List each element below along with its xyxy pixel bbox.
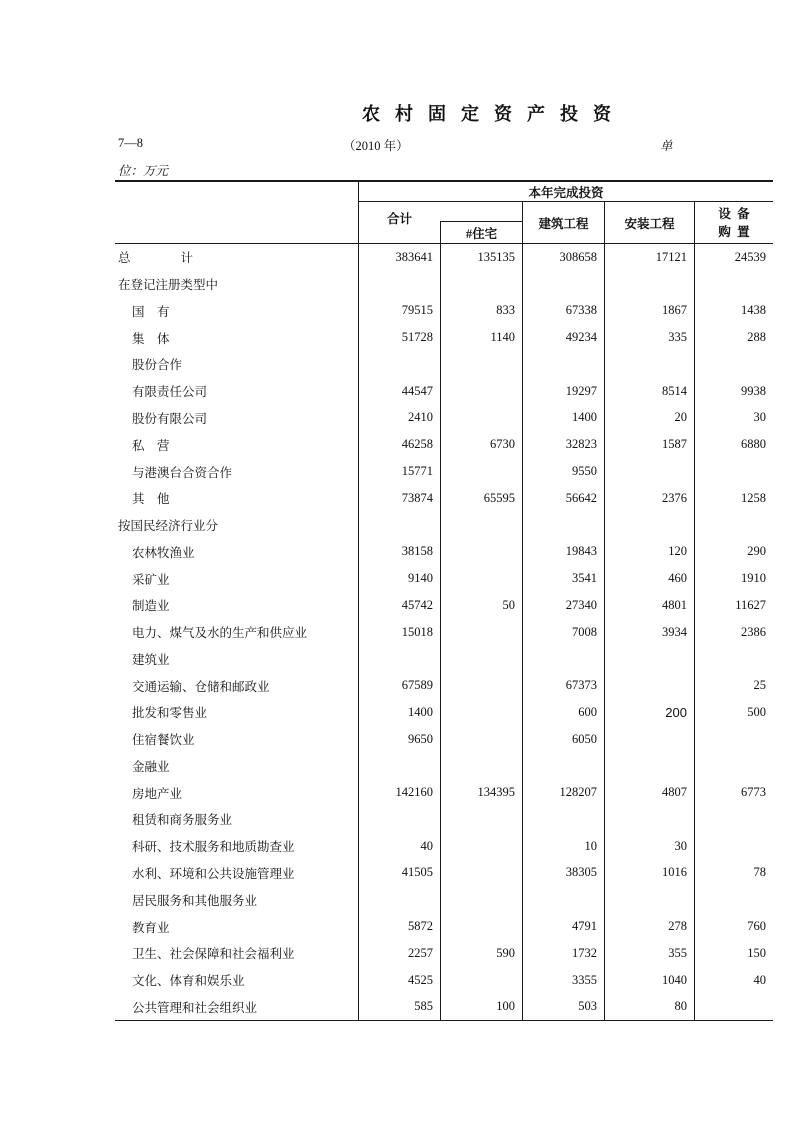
page-title: 农村固定资产投资 — [362, 104, 626, 124]
value-cell: 1400 — [358, 699, 440, 726]
table-row — [115, 458, 773, 485]
value-cell: 383641 — [358, 244, 440, 271]
value-cell: 150 — [694, 940, 773, 967]
row-label: 与港澳台合资合作 — [132, 465, 233, 480]
table-row — [115, 993, 773, 1020]
value-cell: 9140 — [358, 565, 440, 592]
value-cell — [522, 645, 604, 672]
value-cell: 1140 — [440, 324, 522, 351]
value-cell: 49234 — [522, 324, 604, 351]
value-cell: 38158 — [358, 538, 440, 565]
column-header-total: 合计 — [358, 202, 440, 243]
table-row — [115, 967, 773, 994]
value-cell — [694, 993, 773, 1020]
row-label: 批发和零售业 — [132, 706, 208, 721]
table-row — [115, 538, 773, 565]
table-body — [115, 244, 773, 1020]
row-label: 有限责任公司 — [132, 385, 208, 400]
value-cell: 120 — [604, 538, 694, 565]
value-cell: 1400 — [522, 405, 604, 432]
value-cell: 46258 — [358, 431, 440, 458]
value-cell — [440, 886, 522, 913]
row-label: 卫生、社会保障和社会福利业 — [132, 947, 295, 962]
value-cell: 19297 — [522, 378, 604, 405]
table-row — [115, 779, 773, 806]
value-cell — [694, 726, 773, 753]
table-header — [115, 182, 773, 244]
value-cell — [522, 753, 604, 780]
value-cell: 1732 — [522, 940, 604, 967]
value-cell — [604, 726, 694, 753]
value-cell: 10 — [522, 833, 604, 860]
value-cell — [440, 405, 522, 432]
value-cell: 78 — [694, 860, 773, 887]
value-cell: 278 — [604, 913, 694, 940]
column-header-residential-wrap — [440, 202, 522, 243]
value-cell: 585 — [358, 993, 440, 1020]
value-cell: 6880 — [694, 431, 773, 458]
value-cell: 67373 — [522, 672, 604, 699]
row-label: 住宿餐饮业 — [132, 733, 195, 748]
value-cell: 3541 — [522, 565, 604, 592]
value-cell: 134395 — [440, 779, 522, 806]
value-cell: 1867 — [604, 298, 694, 325]
table-row — [115, 913, 773, 940]
row-label: 其 他 — [132, 492, 170, 507]
value-cell — [440, 806, 522, 833]
investment-table — [115, 180, 773, 1021]
table-row — [115, 592, 773, 619]
value-cell — [604, 886, 694, 913]
value-cell — [604, 458, 694, 485]
value-cell: 40 — [358, 833, 440, 860]
column-header-equipment-line1: 设 备 — [718, 206, 750, 221]
value-cell: 308658 — [522, 244, 604, 271]
row-label: 总 计 — [118, 251, 194, 266]
value-cell: 1258 — [694, 485, 773, 512]
column-header-residential: #住宅 — [440, 221, 522, 243]
year-label: （2010 年） — [343, 139, 409, 153]
table-row — [115, 806, 773, 833]
row-label: 教育业 — [132, 920, 170, 935]
row-label: 金融业 — [132, 759, 170, 774]
value-cell: 32823 — [522, 431, 604, 458]
value-cell: 56642 — [522, 485, 604, 512]
value-cell: 7008 — [522, 619, 604, 646]
row-label: 按国民经济行业分 — [118, 519, 219, 534]
value-cell: 9650 — [358, 726, 440, 753]
value-cell: 79515 — [358, 298, 440, 325]
group-header-cell: 本年完成投资 — [358, 182, 773, 202]
value-cell: 67589 — [358, 672, 440, 699]
value-cell: 600 — [522, 699, 604, 726]
table-row — [115, 244, 773, 271]
value-cell: 1040 — [604, 967, 694, 994]
value-cell: 2386 — [694, 619, 773, 646]
value-cell — [440, 913, 522, 940]
value-cell: 290 — [694, 538, 773, 565]
value-cell: 17121 — [604, 244, 694, 271]
value-cell: 27340 — [522, 592, 604, 619]
value-cell — [440, 619, 522, 646]
row-label: 水利、环境和公共设施管理业 — [132, 866, 295, 881]
value-cell: 38305 — [522, 860, 604, 887]
value-cell — [604, 753, 694, 780]
value-cell — [358, 886, 440, 913]
value-cell: 503 — [522, 993, 604, 1020]
value-cell — [440, 271, 522, 298]
value-cell: 9550 — [522, 458, 604, 485]
value-cell — [694, 833, 773, 860]
row-label: 农林牧渔业 — [132, 545, 195, 560]
row-label: 房地产业 — [132, 786, 183, 801]
table-row — [115, 324, 773, 351]
value-cell: 135135 — [440, 244, 522, 271]
value-cell: 6050 — [522, 726, 604, 753]
value-cell: 200 — [604, 699, 694, 726]
value-cell: 30 — [604, 833, 694, 860]
value-cell — [694, 271, 773, 298]
value-cell — [440, 860, 522, 887]
value-cell: 2376 — [604, 485, 694, 512]
value-cell — [440, 378, 522, 405]
value-cell: 50 — [440, 592, 522, 619]
value-cell: 40 — [694, 967, 773, 994]
table-row — [115, 860, 773, 887]
value-cell: 41505 — [358, 860, 440, 887]
value-cell: 24539 — [694, 244, 773, 271]
value-cell — [694, 886, 773, 913]
value-cell: 20 — [604, 405, 694, 432]
table-row — [115, 940, 773, 967]
value-cell — [604, 512, 694, 539]
value-cell: 460 — [604, 565, 694, 592]
value-cell: 6773 — [694, 779, 773, 806]
row-label: 交通运输、仓储和邮政业 — [132, 679, 270, 694]
value-cell — [358, 512, 440, 539]
value-cell: 65595 — [440, 485, 522, 512]
value-cell — [522, 351, 604, 378]
row-label: 股份合作 — [132, 358, 183, 373]
value-cell — [440, 458, 522, 485]
value-cell: 4525 — [358, 967, 440, 994]
table-row — [115, 699, 773, 726]
row-label: 私 营 — [132, 438, 170, 453]
column-header-installation: 安装工程 — [604, 202, 694, 243]
value-cell: 128207 — [522, 779, 604, 806]
table-row — [115, 753, 773, 780]
row-label: 在登记注册类型中 — [118, 278, 219, 293]
value-cell — [440, 672, 522, 699]
value-cell: 1016 — [604, 860, 694, 887]
value-cell — [358, 271, 440, 298]
value-cell — [440, 645, 522, 672]
row-label: 股份有限公司 — [132, 411, 208, 426]
value-cell: 500 — [694, 699, 773, 726]
value-cell — [604, 672, 694, 699]
table-row — [115, 645, 773, 672]
value-cell: 100 — [440, 993, 522, 1020]
header-columns-band — [115, 202, 773, 243]
value-cell — [440, 699, 522, 726]
table-row — [115, 672, 773, 699]
value-cell: 73874 — [358, 485, 440, 512]
value-cell — [694, 512, 773, 539]
value-cell: 142160 — [358, 779, 440, 806]
row-label: 文化、体育和娱乐业 — [132, 974, 245, 989]
row-label: 集 体 — [132, 331, 170, 346]
value-cell: 9938 — [694, 378, 773, 405]
row-label: 采矿业 — [132, 572, 170, 587]
table-number: 7—8 — [118, 136, 143, 150]
row-label: 国 有 — [132, 304, 170, 319]
unit-label-first-line: 单 — [660, 139, 673, 153]
row-label: 公共管理和社会组织业 — [132, 1000, 258, 1015]
value-cell — [440, 753, 522, 780]
row-label: 租赁和商务服务业 — [132, 813, 233, 828]
header-stub-cell — [115, 182, 358, 202]
value-cell — [694, 753, 773, 780]
value-cell: 6730 — [440, 431, 522, 458]
value-cell — [522, 271, 604, 298]
value-cell: 19843 — [522, 538, 604, 565]
value-cell: 2410 — [358, 405, 440, 432]
value-cell — [694, 458, 773, 485]
value-cell: 590 — [440, 940, 522, 967]
row-label: 制造业 — [132, 599, 170, 614]
value-cell: 25 — [694, 672, 773, 699]
value-cell: 355 — [604, 940, 694, 967]
value-cell — [440, 726, 522, 753]
value-cell: 11627 — [694, 592, 773, 619]
value-cell — [440, 351, 522, 378]
value-cell — [358, 806, 440, 833]
value-cell: 80 — [604, 993, 694, 1020]
value-cell — [522, 806, 604, 833]
value-cell: 30 — [694, 405, 773, 432]
row-label: 居民服务和其他服务业 — [132, 893, 258, 908]
value-cell: 1587 — [604, 431, 694, 458]
header-stub-cell — [115, 202, 358, 243]
table-row — [115, 351, 773, 378]
row-label: 建筑业 — [132, 652, 170, 667]
value-cell — [440, 565, 522, 592]
value-cell: 44547 — [358, 378, 440, 405]
value-cell: 15018 — [358, 619, 440, 646]
value-cell — [604, 645, 694, 672]
table-row — [115, 378, 773, 405]
table-row — [115, 485, 773, 512]
value-cell — [358, 645, 440, 672]
value-cell — [358, 753, 440, 780]
value-cell — [358, 351, 440, 378]
value-cell: 4791 — [522, 913, 604, 940]
value-cell — [694, 806, 773, 833]
table-row — [115, 833, 773, 860]
value-cell: 4807 — [604, 779, 694, 806]
value-cell — [694, 645, 773, 672]
value-cell: 3355 — [522, 967, 604, 994]
value-cell: 67338 — [522, 298, 604, 325]
table-row — [115, 726, 773, 753]
value-cell: 335 — [604, 324, 694, 351]
value-cell: 3934 — [604, 619, 694, 646]
value-cell — [440, 967, 522, 994]
value-cell: 1438 — [694, 298, 773, 325]
table-row — [115, 431, 773, 458]
value-cell — [604, 271, 694, 298]
value-cell: 8514 — [604, 378, 694, 405]
value-cell — [522, 512, 604, 539]
table-row — [115, 565, 773, 592]
header-group-band — [115, 182, 773, 202]
value-cell — [440, 512, 522, 539]
table-row — [115, 271, 773, 298]
table-row — [115, 298, 773, 325]
row-label: 科研、技术服务和地质勘查业 — [132, 840, 295, 855]
value-cell: 51728 — [358, 324, 440, 351]
value-cell: 760 — [694, 913, 773, 940]
value-cell: 2257 — [358, 940, 440, 967]
value-cell — [694, 351, 773, 378]
column-header-construction: 建筑工程 — [522, 202, 604, 243]
column-header-equipment-line2: 购 置 — [718, 224, 750, 239]
unit-label-second-line: 位：万元 — [118, 164, 169, 178]
table-row — [115, 619, 773, 646]
value-cell: 5872 — [358, 913, 440, 940]
value-cell: 1910 — [694, 565, 773, 592]
value-cell — [604, 806, 694, 833]
column-header-equipment — [694, 202, 773, 243]
value-cell: 15771 — [358, 458, 440, 485]
value-cell — [440, 538, 522, 565]
table-row — [115, 405, 773, 432]
value-cell — [440, 833, 522, 860]
value-cell — [604, 351, 694, 378]
value-cell: 45742 — [358, 592, 440, 619]
value-cell: 4801 — [604, 592, 694, 619]
row-label: 电力、煤气及水的生产和供应业 — [132, 626, 308, 641]
value-cell: 833 — [440, 298, 522, 325]
table-row — [115, 512, 773, 539]
table-row — [115, 886, 773, 913]
value-cell: 288 — [694, 324, 773, 351]
value-cell — [522, 886, 604, 913]
